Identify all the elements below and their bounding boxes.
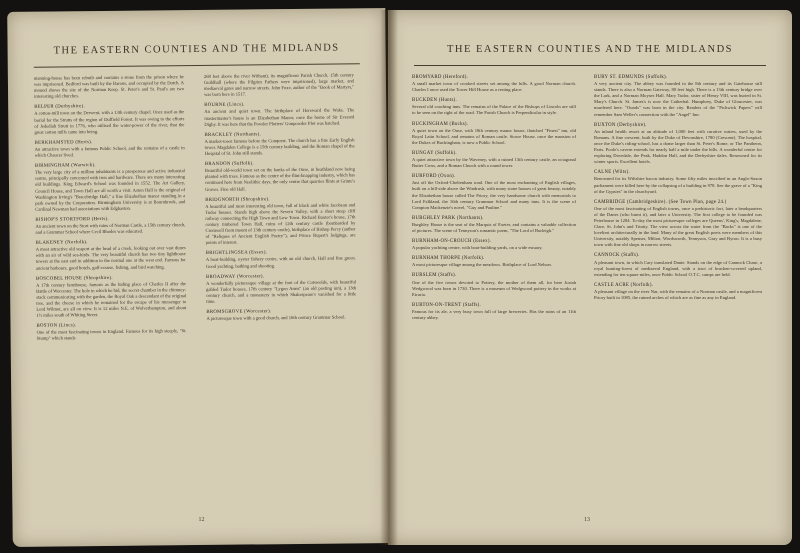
gazetteer-entry [412, 302, 576, 321]
entry-text: 268 feet above the river Witham), its magnificent Parish Church, 15th century Guildhall (where the Pilgrim Fathers were imprisoned), large market, and mediaeval gates and narrow streets. John Foxe, author of the "Book of Martyrs," was born here in 1517. [203, 72, 355, 98]
entry-heading: BRIDGNORTH (Shropshire). [205, 196, 270, 203]
entry-text: A most picturesque village among the meadows. Birthplace of Lord Nelson. [412, 262, 552, 268]
entry-heading: BOURNE (Lincs). [204, 102, 245, 109]
entry-heading: BLAKENEY (Norfolk). [35, 240, 88, 246]
entry-text: A quiet attractive town by the Waveney, with a ruined 13th century castle, an octagonal Butter Cross, and a Roman Church with a round tower. [412, 157, 576, 169]
entry-text: An ancient town on the Stort with ruins of Norman Castle, a 15th century church, and a Grammar School where Cecil Rhodes was educated. [35, 222, 186, 235]
entry-text: One of the five towns devoted to Pottery, the mother of them all, for here Josiah Wedgwood was born in 1730. There is a museum of Wedgwood pottery in the works at Etruria. [412, 279, 576, 297]
entry-heading: BRIGHTLINGSEA (Essex). [205, 250, 268, 257]
gazetteer-entry [206, 249, 356, 270]
gazetteer-entry [36, 238, 186, 271]
entry-heading: BROMSGROVE (Worcester). [206, 309, 272, 316]
gazetteer-entry [412, 173, 576, 211]
entry-heading: BOSCOBEL HOUSE (Shropshire). [35, 275, 113, 282]
gazetteer-entry [412, 215, 576, 234]
entry-heading: CANNOCK (Staffs). [594, 253, 640, 259]
entry-heading: BUCKINGHAM (Bucks). [412, 121, 469, 127]
gazetteer-entry [205, 159, 355, 192]
entry-text: One of the most fascinating of English towns, once a prehistoric fort, later a headquarters of the Danes (who burnt it), and later a University. The first college to be founded was Peterhouse in 1284. To-day the most picturesque colleges are Queens', King's, Magdalene, Clare, St. John's and Trinity. The view across the water from the "Backs" is one of the loveliest architecturally in the land. Many of the great English poets were members of this University, notably Spenser, Milton, Wordsworth, Tennyson, Gray and Byron. It is a busy town with fine old shops in narrow streets. [594, 205, 762, 248]
book-gutter [380, 10, 398, 545]
entry-heading: BURTON-ON-TRENT (Staffs). [412, 302, 482, 308]
gazetteer-entry [594, 122, 762, 166]
entry-text: A market-town famous before the Conquest. The church has a fine Early English tower. Magdalen College is a 15th century building, and the Roman chapel of the Hospital of St. John still stands. [204, 137, 355, 156]
entry-text: Famous for its ale, a very busy town full of large breweries. Has the ruins of an 11th century abbey. [412, 308, 576, 320]
gazetteer-entry [204, 101, 354, 128]
gazetteer-entry [204, 130, 354, 157]
entry-heading: BRACKLEY (Northants). [204, 132, 262, 138]
left-column-2 [204, 72, 359, 514]
left-head-rule [34, 63, 360, 67]
entry-text: A pleasant village on the river Nar, with the remains of a Norman castle, and a magnificent Priory built in 1085, the ruined arches of which are as fine as any in England. [594, 288, 762, 300]
gazetteer-entry [35, 138, 185, 159]
gazetteer-entry [205, 195, 356, 246]
entry-text: A wonderfully picturesque village at the foot of the Cotswolds, with beautiful gabled Tudor houses, 17th century "Lygon Arms" (an old posting inn), a 13th century church, and a monastery in which Shakespeare's vanished for a little time. [206, 279, 357, 304]
entry-text: Beautiful old-world town set on the banks of the Ouse, in heathland now being planted with trees. Famous as the centre of the flint-knapping industry, which has continued here from Neolithic days, the only centre that quarries flints at Grime's Graves. Fine old Hall. [204, 166, 356, 192]
entry-heading: BOSTON (Lincs). [36, 323, 77, 329]
entry-heading: BURSLEM (Staffs). [412, 273, 457, 279]
gazetteer-entry [204, 72, 354, 98]
entry-heading: BRANDON (Suffolk). [204, 161, 254, 168]
entry-text: A most attractive old seaport at the head of a creek, looking out over vast dunes with an air of wild sea-birds. The very beautiful church has two tiny lighthouse towers at the east end in addition to the normal one at the west end. Famous for ancient harbours, good hotels, golf-course, fishing, and bird watching. [35, 245, 186, 271]
entry-text: A popular yachting centre, with boat-building yards, on a wide estuary. [412, 245, 543, 251]
entry-heading: BISHOP'S STORTFORD (Herts). [35, 216, 109, 223]
left-folio: 12 [198, 516, 205, 524]
entry-heading: CAMBRIDGE (Cambridgeshire). (See Town Plan, page 24.) [594, 199, 727, 205]
entry-heading: BUNGAY (Suffolk). [412, 150, 457, 156]
entry-text: An inland health resort at an altitude of 1,000 feet with curative waters, used by the Romans. A fine crescent, built by the Duke of Devonshire, 1780 (Crescent). The hospital, once the Duke's riding-school, has a dome larger than St. Peter's Rome, or The Pantheon, Paris. Poole's cavern extends for nearly half a mile under the hills. A wonderful centre for exploring Dovedale, the Peak, Haddon Hall, and the Derbyshire dales. Renowned for its winter sports. Excellent hotels. [594, 128, 762, 165]
gazetteer-entry [34, 74, 184, 100]
entry-text: A boat-building, oyster fishery centre, with an old church, Hall and fine green. Good yachting, bathing and shooting. [205, 255, 356, 269]
entry-heading: BURNHAM THORPE (Norfolk). [412, 256, 485, 262]
entry-text: Just off the Oxford-Cheltenham road. One of the most enchanting of English villages, built on a hill-side above the Windrush, with many stone houses of great beauty, notably the Elizabethan house called The Priory, the very handsome church with memorials to Lord Falkland, the 16th century Grammar School and many inns. It is the scene of Compton Mackenzie's novel, "Guy and Pauline." [412, 180, 576, 210]
entry-text: The very large city of a million inhabitants is a prosperous and active industrial centre, principally concerned with iron and hardware. There are many interesting old buildings. King Edward's School was founded in 1552. The Art Gallery, Council House, and Town Hall are all worth a visit. Aston Hall is the original of Washington Irving's "Bracebridge Hall," a fine Elizabethan manor standing in a park owned by the Corporation. Birmingham University is at Bournbrook, and Cardinal Newman had associations with Edgbaston. [34, 168, 186, 212]
entry-heading: BURY ST. EDMUNDS (Suffolk). [594, 75, 668, 80]
gazetteer-entry [594, 199, 762, 249]
right-folio: 13 [584, 517, 590, 523]
gazetteer-entry [412, 74, 576, 93]
right-column-2 [594, 74, 762, 514]
right-column-1 [412, 74, 576, 514]
entry-text: A cotton-mill town on the Derwent, with a 13th century chapel. Once used as the burial for the Strutts of the region of Duffield Forest. It was owing to the efforts of Jedediah Strutt in 1776, who utilised the water-power of the river, that the great cotton mills came into being. [34, 109, 185, 135]
entry-heading: BURNHAM-ON-CROUCH (Essex). [412, 239, 492, 245]
gazetteer-entry [206, 272, 356, 305]
gazetteer-entry [412, 97, 576, 116]
gazetteer-entry [412, 255, 576, 268]
left-running-head: THE EASTERN COUNTIES AND THE MIDLANDS [53, 42, 340, 57]
entry-text: A picturesque town with a good church, and 16th century Grammar School. [206, 314, 346, 322]
entry-text: manning-house has been rebuilt and contains a stone from the prison where he was imprisoned. Bedford was built by the Barons, and occupied by the Dutch. A mound shows the site of the Norman Keep. St. Peter's and St. Paul's are two interesting old churches. [33, 74, 185, 99]
entry-text: A small market town of crooked streets set among the hills. A good Norman church. Charles I once used the Tower Hill House as a resting place. [412, 81, 576, 93]
left-page [7, 8, 391, 547]
entry-text: A quiet town on the Ouse, with 18th century manor house, thatched "Finest" inn, old Royal Latin School, and remains of Roman castle. Stowe House, once the mansion of the Dukes of Buckingham, is now a Public School. [412, 127, 576, 145]
entry-text: A 17th century farmhouse, famous as the hiding place of Charles II after the Battle of Worcester. The hole in which he hid, the secret chamber in the chimney-stack communicating with the garden, the Royal Oak a descendant of the original tree, and the cheese in which he remained for the escape of his messenger to Lord Wilmot, are all on view. It is 12 miles N.E. of Wolverhampton, and about 1½ miles south of Whiting Street. [36, 280, 187, 318]
entry-heading: BROADWAY (Worcester). [205, 273, 265, 280]
gazetteer-entry [594, 169, 762, 194]
gazetteer-entry [594, 282, 762, 301]
entry-heading: BUCKDEN (Hunts). [412, 98, 458, 104]
entry-heading: BELPER (Derbyshire). [34, 104, 86, 111]
entry-heading: BERKHAMSTED (Herts). [34, 139, 93, 146]
right-page [388, 10, 792, 545]
gazetteer-entry [35, 161, 186, 212]
gazetteer-entry [412, 150, 576, 169]
gazetteer-entry [36, 274, 186, 319]
gazetteer-entry [412, 272, 576, 297]
entry-text: Renowned for its Wiltshire bacon industry. Some fifty miles inscribed in an Anglo-Saxon parliament were killed here by the collapsing of a building in 978. See the grave of a "King of the Gypsies" in the churchyard. [594, 176, 762, 194]
entry-text: An ancient and quiet town. The birthplace of Hereward the Wake. The mastermaster's house is an Elizabethan Manor, once the home of Sir Everard Digby. It was here that the Powder Plotters' Gunpowder Plot was hatched. [204, 107, 355, 127]
entry-text: Burghley House is the seat of the Marquis of Exeter, and contains a valuable collection of pictures. The scene of Tennyson's romantic poem, "The Lord of Burleigh." [412, 221, 576, 233]
entry-text: Several old coaching inns. The remains of the Palace of the Bishops of Lincoln are still to be seen on the right of the road. The Parish Church is Perpendicular in style. [412, 104, 576, 116]
gazetteer-entry [35, 215, 185, 236]
gazetteer-entry [412, 238, 576, 251]
entry-text: An attractive town with a famous Public School, and the remains of a castle in which Chaucer lived. [34, 145, 185, 158]
gazetteer-entry [594, 74, 762, 118]
entry-heading: BURFORD (Oxon). [412, 174, 456, 180]
right-running-head: THE EASTERN COUNTIES AND THE MIDLANDS [446, 44, 733, 55]
entry-heading: BUXTON (Derbyshire). [594, 122, 647, 128]
entry-text: One of the most fascinating towns in England. Famous for its high steeple, "St. Stump" which stands [36, 328, 187, 342]
gazetteer-entry [206, 307, 356, 322]
entry-heading: BURGHLEY PARK (Northants). [412, 215, 484, 221]
entry-heading: CASTLE ACRE (Norfolk). [594, 282, 654, 288]
gazetteer-entry [412, 121, 576, 146]
entry-text: A very ancient city. The abbey was founded in the 8th century and its Gatehouse still stands. There is also a Norman Gateway, 80 feet high. There is a 13th century bridge over the Lark, and a Norman Moyses Hall. Mary Tudor, sister of Henry VIII, was buried in St. Mary's Church. St. James's is now the Cathedral. Humphrey, Duke of Gloucester, was murdered here. "Ounds" was born in the city. Readers of the "Pickwick Papers" will remember Sam Weller's connection with the "Angel" Inn. [594, 81, 762, 117]
gazetteer-entry [36, 321, 186, 342]
left-column-1 [34, 74, 189, 516]
entry-heading: BROMYARD (Hereford). [412, 75, 469, 80]
entry-heading: BIRMINGHAM (Warwick). [34, 163, 96, 169]
entry-text: A beautiful and most interesting old town, full of black and white Jacobean and Tudor houses. Stands high above the Severn Valley, with a short steep cliff railway connecting the High Town and Low Town. Richard Baxter's house, 17th century timbered Town Hall, ruins of 12th century castle (bombarded by Cromwell from mount of 13th century castle), birthplace of Bishop Percy (author of "Reliques of Ancient English Poetry"), and Prince Rupert's lodgings, are points of interest. [205, 202, 356, 246]
gazetteer-entry [594, 252, 762, 277]
gazetteer-entry [34, 103, 184, 136]
entry-text: A pleasant town, in which Cary translated Dante. Stands on the edge of Cannock Chase, a royal hunting-forest of mediaeval England, with a tract of bracken-covered upland, extending for ten square miles, once Public School O.T.C. camps are held. [594, 259, 762, 277]
right-head-rule [414, 65, 766, 66]
entry-heading: CALNE (Wilts). [594, 170, 630, 176]
